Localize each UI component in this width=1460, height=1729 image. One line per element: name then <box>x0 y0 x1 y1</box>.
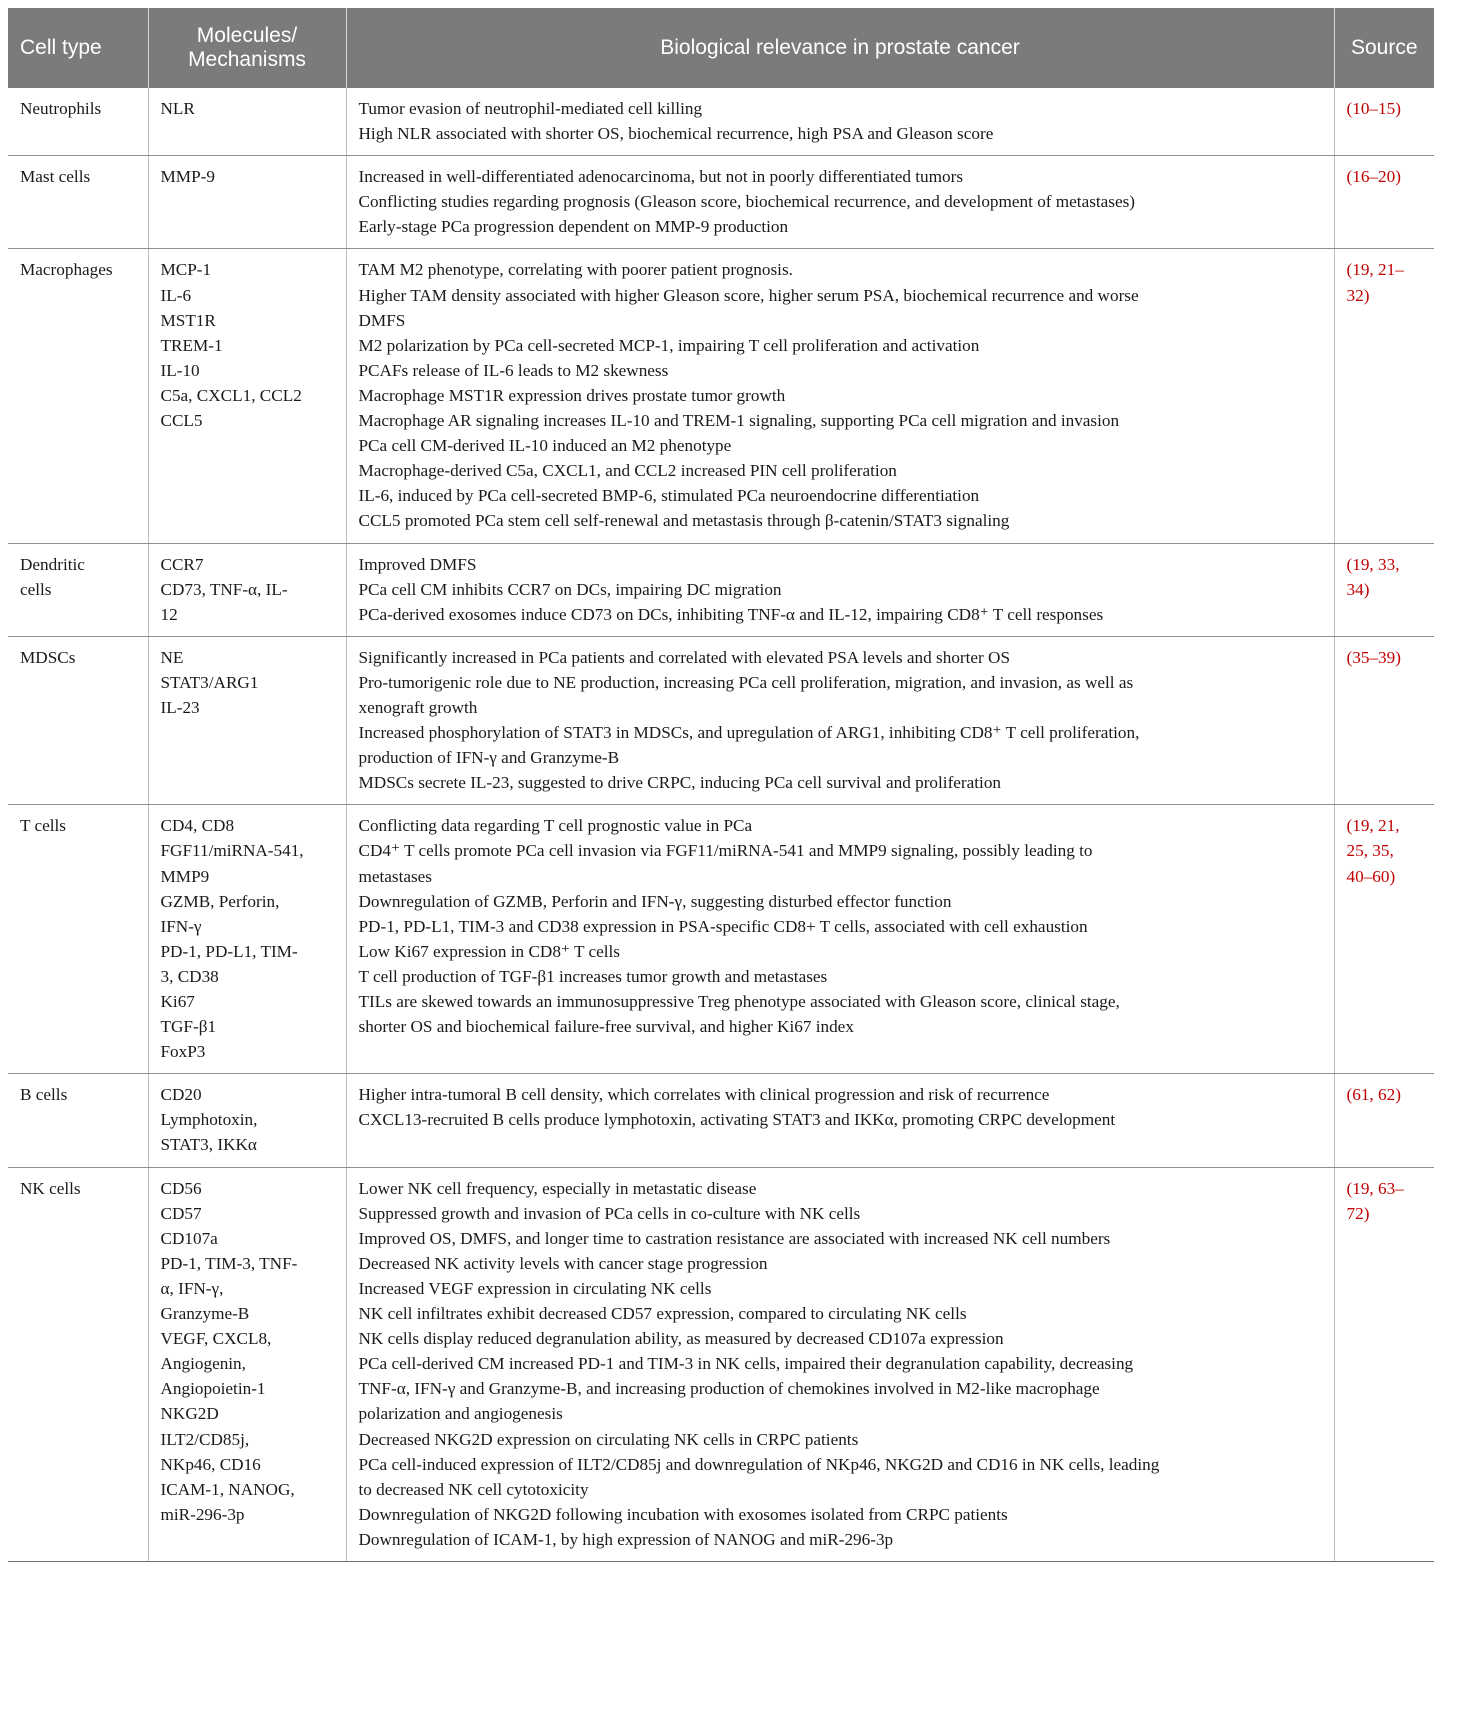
cell-line: DMFS <box>358 310 406 330</box>
cell-type-cell <box>8 636 148 805</box>
cell-line: Mast cells <box>20 167 91 187</box>
cell-type-cell <box>8 1167 148 1561</box>
cell-line: PD-1, PD-L1, TIM-3 and CD38 expression in PSA-specific CD8+ T cells, associated with cell exhaustion <box>358 916 1088 936</box>
cell-line: 12 <box>160 604 178 624</box>
cell-type-cell <box>8 1074 148 1167</box>
table-row <box>8 636 1434 805</box>
molecules-cell <box>148 805 346 1074</box>
cell-line: NK cells <box>20 1178 81 1198</box>
molecules-cell <box>148 88 346 156</box>
cell-line: Low Ki67 expression in CD8⁺ T cells <box>358 941 620 961</box>
table-row <box>8 1074 1434 1167</box>
cell-line: α, IFN-γ, <box>160 1278 224 1298</box>
source-cell <box>1334 156 1434 249</box>
cell-line: VEGF, CXCL8, <box>160 1329 272 1349</box>
cell-line: Granzyme-B <box>160 1304 250 1324</box>
cell-line: PCa cell CM-derived IL-10 induced an M2 phenotype <box>358 436 732 456</box>
cell-type-cell <box>8 805 148 1074</box>
relevance-cell <box>346 1167 1334 1561</box>
molecules-cell <box>148 156 346 249</box>
source-reference[interactable]: (19, 21– <box>1346 260 1404 280</box>
cell-line: NKp46, CD16 <box>160 1454 261 1474</box>
source-reference[interactable]: 25, 35, <box>1346 841 1394 861</box>
cell-line: cells <box>20 579 52 599</box>
cell-line: M2 polarization by PCa cell-secreted MCP-1, impairing T cell proliferation and activation <box>358 335 980 355</box>
immune-cells-table <box>8 8 1434 1562</box>
cell-line: to decreased NK cell cytotoxicity <box>358 1479 589 1499</box>
source-reference[interactable]: (19, 63– <box>1346 1178 1404 1198</box>
cell-line: NE <box>160 647 184 667</box>
cell-line: IL-23 <box>160 697 200 717</box>
cell-line: CD73, TNF-α, IL- <box>160 579 288 599</box>
cell-line: MMP-9 <box>160 167 215 187</box>
header-row <box>8 8 1434 88</box>
cell-line: Downregulation of GZMB, Perforin and IFN-γ, suggesting disturbed effector function <box>358 891 952 911</box>
cell-line: MMP9 <box>160 866 210 886</box>
table-row <box>8 156 1434 249</box>
cell-line: IL-6, induced by PCa cell-secreted BMP-6, stimulated PCa neuroendocrine differentiation <box>358 486 980 506</box>
cell-line: Macrophage MST1R expression drives prostate tumor growth <box>358 385 786 405</box>
table-row <box>8 543 1434 636</box>
table-container <box>8 8 1434 1562</box>
cell-line: CD107a <box>160 1228 218 1248</box>
cell-line: T cells <box>20 816 66 836</box>
cell-line: NKG2D <box>160 1404 219 1424</box>
relevance-cell <box>346 156 1334 249</box>
cell-line: NK cell infiltrates exhibit decreased CD57 expression, compared to circulating NK cells <box>358 1304 967 1324</box>
source-cell <box>1334 1074 1434 1167</box>
header-molecules: Molecules/ Mechanisms <box>148 8 346 88</box>
cell-line: B cells <box>20 1085 68 1105</box>
cell-line: MCP-1 <box>160 260 212 280</box>
cell-line: CD56 <box>160 1178 202 1198</box>
source-cell <box>1334 88 1434 156</box>
source-reference[interactable]: (35–39) <box>1346 647 1401 667</box>
cell-type-cell <box>8 249 148 543</box>
cell-line: CD4⁺ T cells promote PCa cell invasion via FGF11/miRNA-541 and MMP9 signaling, possibly leading to <box>358 841 1093 861</box>
source-reference[interactable]: (10–15) <box>1346 99 1401 118</box>
cell-line: STAT3, IKKα <box>160 1135 257 1155</box>
cell-line: xenograft growth <box>358 697 478 717</box>
table-row <box>8 88 1434 156</box>
cell-line: PCa cell CM inhibits CCR7 on DCs, impairing DC migration <box>358 579 782 599</box>
cell-line: Decreased NK activity levels with cancer stage progression <box>358 1253 768 1273</box>
cell-line: TAM M2 phenotype, correlating with poorer patient prognosis. <box>358 260 793 280</box>
cell-line: production of IFN-γ and Granzyme-B <box>358 748 620 768</box>
cell-line: Significantly increased in PCa patients and correlated with elevated PSA levels and shorter OS <box>358 647 1011 667</box>
relevance-cell <box>346 249 1334 543</box>
cell-line: T cell production of TGF-β1 increases tumor growth and metastases <box>358 966 828 986</box>
cell-line: Lymphotoxin, <box>160 1110 258 1130</box>
cell-line: Early-stage PCa progression dependent on MMP-9 production <box>358 217 789 237</box>
cell-line: IFN-γ <box>160 916 202 936</box>
cell-type-cell <box>8 543 148 636</box>
cell-line: Increased VEGF expression in circulating NK cells <box>358 1278 712 1298</box>
cell-line: NK cells display reduced degranulation ability, as measured by decreased CD107a expression <box>358 1329 1004 1349</box>
cell-line: CXCL13-recruited B cells produce lymphotoxin, activating STAT3 and IKKα, promoting CRPC development <box>358 1110 1116 1130</box>
molecules-cell <box>148 543 346 636</box>
cell-line: shorter OS and biochemical failure-free survival, and higher Ki67 index <box>358 1017 854 1037</box>
relevance-cell <box>346 1074 1334 1167</box>
molecules-cell <box>148 1167 346 1561</box>
cell-line: FGF11/miRNA-541, <box>160 841 304 861</box>
cell-line: Neutrophils <box>20 99 102 118</box>
relevance-cell <box>346 636 1334 805</box>
cell-line: CCL5 <box>160 411 203 431</box>
relevance-cell <box>346 543 1334 636</box>
cell-line: PD-1, TIM-3, TNF- <box>160 1253 298 1273</box>
cell-line: MDSCs <box>20 647 76 667</box>
cell-line: CCR7 <box>160 554 204 574</box>
header-source: Source <box>1334 8 1434 88</box>
cell-line: Pro-tumorigenic role due to NE production, increasing PCa cell proliferation, migration, and invasion, as well as <box>358 672 1134 692</box>
source-reference[interactable]: (61, 62) <box>1346 1085 1401 1105</box>
cell-line: PD-1, PD-L1, TIM- <box>160 941 298 961</box>
cell-line: Suppressed growth and invasion of PCa cells in co-culture with NK cells <box>358 1203 861 1223</box>
source-reference[interactable]: (19, 21, <box>1346 816 1400 836</box>
source-cell <box>1334 1167 1434 1561</box>
cell-line: Ki67 <box>160 992 195 1011</box>
source-cell <box>1334 543 1434 636</box>
table-row <box>8 249 1434 543</box>
source-cell <box>1334 636 1434 805</box>
cell-type-cell <box>8 88 148 156</box>
cell-line: ILT2/CD85j, <box>160 1429 250 1449</box>
cell-line: Increased in well-differentiated adenocarcinoma, but not in poorly differentiated tumors <box>358 167 964 187</box>
cell-line: IL-10 <box>160 360 200 380</box>
molecules-cell <box>148 636 346 805</box>
cell-line: Downregulation of ICAM-1, by high expression of NANOG and miR-296-3p <box>358 1529 894 1549</box>
cell-line: Macrophage-derived C5a, CXCL1, and CCL2 increased PIN cell proliferation <box>358 461 897 481</box>
cell-line: TREM-1 <box>160 335 223 355</box>
cell-line: CD57 <box>160 1203 202 1223</box>
table-row <box>8 1167 1434 1561</box>
cell-line: Angiopoietin-1 <box>160 1379 266 1399</box>
table-header <box>8 8 1434 88</box>
cell-line: metastases <box>358 866 433 886</box>
cell-line: PCAFs release of IL-6 leads to M2 skewness <box>358 360 669 380</box>
source-reference[interactable]: 32) <box>1346 285 1370 305</box>
source-reference[interactable]: 34) <box>1346 579 1370 599</box>
cell-line: CD4, CD8 <box>160 816 235 836</box>
cell-line: Improved DMFS <box>358 554 477 574</box>
cell-line: 3, CD38 <box>160 966 219 986</box>
cell-line: Lower NK cell frequency, especially in metastatic disease <box>358 1178 757 1198</box>
cell-line: IL-6 <box>160 285 192 305</box>
cell-line: Macrophages <box>20 260 113 280</box>
cell-line: Downregulation of NKG2D following incubation with exosomes isolated from CRPC patients <box>358 1504 1008 1524</box>
cell-line: C5a, CXCL1, CCL2 <box>160 385 302 405</box>
molecules-cell <box>148 249 346 543</box>
source-reference[interactable]: 40–60) <box>1346 866 1396 886</box>
cell-line: Dendritic <box>20 554 85 574</box>
cell-line: PCa-derived exosomes induce CD73 on DCs, inhibiting TNF-α and IL-12, impairing CD8⁺ T cell responses <box>358 604 1104 624</box>
cell-line: High NLR associated with shorter OS, biochemical recurrence, high PSA and Gleason score <box>358 124 994 144</box>
cell-line: Macrophage AR signaling increases IL-10 and TREM-1 signaling, supporting PCa cell migration and invasion <box>358 411 1120 431</box>
relevance-cell <box>346 88 1334 156</box>
cell-line: CD20 <box>160 1085 202 1105</box>
molecules-cell <box>148 1074 346 1167</box>
cell-line: NLR <box>160 99 195 118</box>
cell-line: Improved OS, DMFS, and longer time to castration resistance are associated with increased NK cell numbers <box>358 1228 1111 1248</box>
cell-line: MDSCs secrete IL-23, suggested to drive CRPC, inducing PCa cell survival and proliferation <box>358 773 1002 793</box>
header-relevance: Biological relevance in prostate cancer <box>346 8 1334 88</box>
cell-line: ICAM-1, NANOG, <box>160 1479 295 1499</box>
source-reference[interactable]: 72) <box>1346 1203 1370 1223</box>
cell-line: TGF-β1 <box>160 1017 217 1037</box>
cell-line: Tumor evasion of neutrophil-mediated cell killing <box>358 99 703 118</box>
cell-line: Conflicting data regarding T cell prognostic value in PCa <box>358 816 753 836</box>
cell-line: FoxP3 <box>160 1042 206 1062</box>
cell-line: CCL5 promoted PCa stem cell self-renewal and metastasis through β-catenin/STAT3 signaling <box>358 511 1010 531</box>
cell-type-cell <box>8 156 148 249</box>
source-reference[interactable]: (16–20) <box>1346 167 1401 187</box>
cell-line: Higher TAM density associated with higher Gleason score, higher serum PSA, biochemical recurrence and worse <box>358 285 1139 305</box>
cell-line: Decreased NKG2D expression on circulating NK cells in CRPC patients <box>358 1429 859 1449</box>
cell-line: polarization and angiogenesis <box>358 1404 563 1424</box>
source-cell <box>1334 805 1434 1074</box>
cell-line: Higher intra-tumoral B cell density, which correlates with clinical progression and risk of recurrence <box>358 1085 1050 1105</box>
header-cell-type: Cell type <box>8 8 148 88</box>
cell-line: MST1R <box>160 310 216 330</box>
table-body <box>8 88 1434 1561</box>
cell-line: PCa cell-induced expression of ILT2/CD85j and downregulation of NKp46, NKG2D and CD16 in NK cells, leading <box>358 1454 1160 1474</box>
source-reference[interactable]: (19, 33, <box>1346 554 1400 574</box>
source-cell <box>1334 249 1434 543</box>
relevance-cell <box>346 805 1334 1074</box>
cell-line: GZMB, Perforin, <box>160 891 280 911</box>
cell-line: PCa cell-derived CM increased PD-1 and TIM-3 in NK cells, impaired their degranulation capability, decreasing <box>358 1354 1134 1374</box>
cell-line: TNF-α, IFN-γ and Granzyme-B, and increasing production of chemokines involved in M2-like macrophage <box>358 1379 1100 1399</box>
cell-line: miR-296-3p <box>160 1504 245 1524</box>
cell-line: Conflicting studies regarding prognosis (Gleason score, biochemical recurrence, and development of metastases) <box>358 192 1136 212</box>
cell-line: Increased phosphorylation of STAT3 in MDSCs, and upregulation of ARG1, inhibiting CD8⁺ T cell proliferation, <box>358 723 1140 743</box>
cell-line: STAT3/ARG1 <box>160 672 259 692</box>
table-row <box>8 805 1434 1074</box>
cell-line: Angiogenin, <box>160 1354 246 1374</box>
cell-line: TILs are skewed towards an immunosuppressive Treg phenotype associated with Gleason score, clinical stage, <box>358 992 1120 1011</box>
